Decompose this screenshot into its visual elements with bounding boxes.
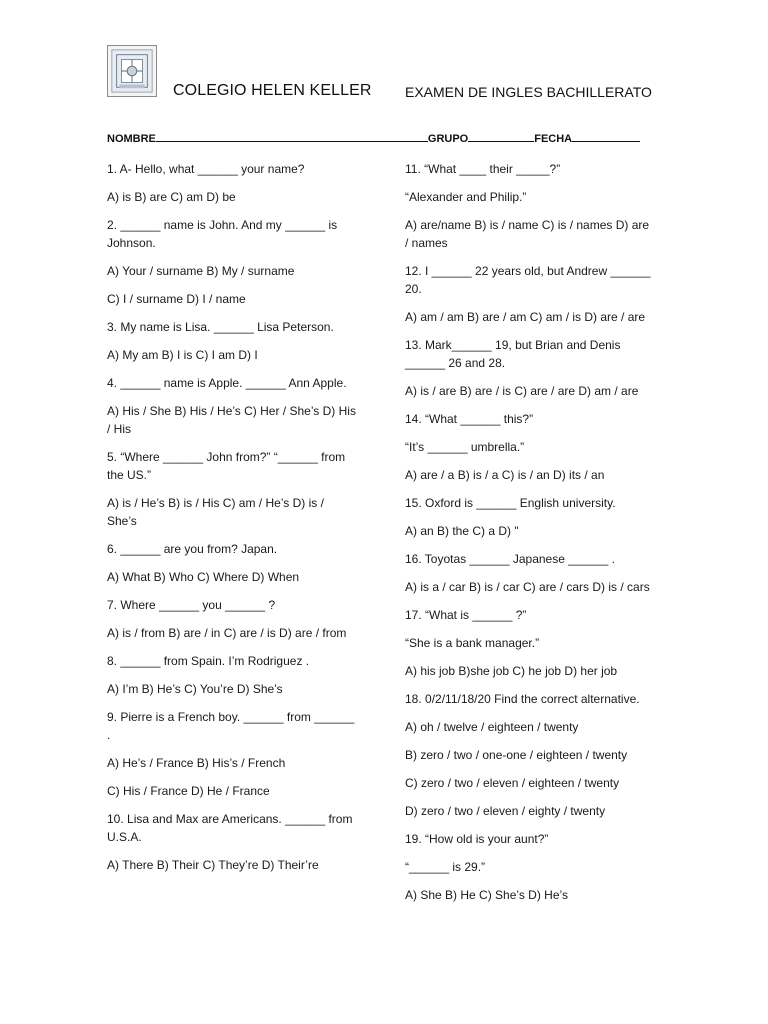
fecha-label: FECHA — [534, 133, 573, 145]
student-info-fields — [107, 131, 647, 145]
left-question-column — [107, 160, 357, 884]
question-7-options: A) is / from B) are / in C) are / is D) are / from — [107, 626, 347, 640]
question-14-options: A) are / a B) is / a C) is / an D) its / an — [405, 468, 605, 482]
question-7: 7. Where ______ you ______ ? — [107, 598, 276, 612]
right-question-column — [405, 160, 655, 914]
question-18-option-c: C) zero / two / eleven / eighteen / twenty — [405, 776, 620, 790]
question-4: 4. ______ name is Apple. ______ Ann Apple. — [107, 376, 347, 390]
question-8-options: A) I’m B) He’s C) You’re D) She’s — [107, 682, 283, 696]
question-14: 14. “What ______ this?” — [405, 412, 534, 426]
question-3: 3. My name is Lisa. ______ Lisa Peterson. — [107, 320, 334, 334]
question-5: 5. “Where ______ John from?” “______ from the US.” — [107, 450, 346, 482]
school-crest-icon — [107, 45, 157, 97]
question-2: 2. ______ name is John. And my ______ is Johnson. — [107, 218, 338, 250]
question-9-options-b: C) His / France D) He / France — [107, 784, 270, 798]
question-11-options: A) are/name B) is / name C) is / names D) are / names — [405, 218, 650, 250]
question-16-options: A) is a / car B) is / car C) are / cars D) is / cars — [405, 580, 650, 594]
question-6-options: A) What B) Who C) Where D) When — [107, 570, 300, 584]
question-17-answer: “She is a bank manager.” — [405, 636, 540, 650]
question-17-options: A) his job B)she job C) he job D) her job — [405, 664, 618, 678]
question-19-answer: “______ is 29.” — [405, 860, 486, 874]
question-5-options: A) is / He’s B) is / His C) am / He’s D) is / She’s — [107, 496, 324, 528]
question-18-option-a: A) oh / twelve / eighteen / twenty — [405, 720, 579, 734]
question-12: 12. I ______ 22 years old, but Andrew ______ 20. — [405, 264, 651, 296]
question-10-options: A) There B) Their C) They’re D) Their’re — [107, 858, 319, 872]
school-name: COLEGIO HELEN KELLER — [173, 82, 372, 99]
question-11: 11. “What ____ their _____?” — [405, 162, 561, 176]
grupo-field[interactable] — [468, 131, 534, 142]
question-1: 1. A- Hello, what ______ your name? — [107, 162, 305, 176]
question-10: 10. Lisa and Max are Americans. ______ from U.S.A. — [107, 812, 353, 844]
nombre-field[interactable] — [156, 131, 428, 142]
question-8: 8. ______ from Spain. I’m Rodriguez . — [107, 654, 310, 668]
question-13-options: A) is / are B) are / is C) are / are D) am / are — [405, 384, 639, 398]
question-6: 6. ______ are you from? Japan. — [107, 542, 278, 556]
question-19: 19. “How old is your aunt?” — [405, 832, 549, 846]
question-19-options: A) She B) He C) She’s D) He’s — [405, 888, 568, 902]
question-15: 15. Oxford is ______ English university. — [405, 496, 616, 510]
question-14-answer: “It’s ______ umbrella.” — [405, 440, 525, 454]
question-9-options-a: A) He’s / France B) His’s / French — [107, 756, 286, 770]
question-16: 16. Toyotas ______ Japanese ______ . — [405, 552, 615, 566]
nombre-label: NOMBRE — [107, 133, 156, 145]
question-3-options: A) My am B) I is C) I am D) I — [107, 348, 258, 362]
question-2-options-a: A) Your / surname B) My / surname — [107, 264, 295, 278]
question-17: 17. “What is ______ ?” — [405, 608, 527, 622]
question-15-options: A) an B) the C) a D) " — [405, 524, 519, 538]
question-11-answer: “Alexander and Philip.” — [405, 190, 527, 204]
question-18-option-d: D) zero / two / eleven / eighty / twenty — [405, 804, 606, 818]
question-18-option-b: B) zero / two / one-one / eighteen / twenty — [405, 748, 628, 762]
exam-title: EXAMEN DE INGLES BACHILLERATO — [405, 84, 652, 100]
question-12-options: A) am / am B) are / am C) am / is D) are / are — [405, 310, 646, 324]
question-2-options-b: C) I / surname D) I / name — [107, 292, 246, 306]
question-4-options: A) His / She B) His / He’s C) Her / She’s D) His / His — [107, 404, 356, 436]
question-9: 9. Pierre is a French boy. ______ from ______ . — [107, 710, 355, 742]
grupo-label: GRUPO — [427, 133, 469, 145]
question-13: 13. Mark______ 19, but Brian and Denis ______ 26 and 28. — [405, 338, 621, 370]
fecha-field[interactable] — [572, 131, 640, 142]
question-18: 18. 0/2/11/18/20 Find the correct alternative. — [405, 692, 640, 706]
question-1-options: A) is B) are C) am D) be — [107, 190, 236, 204]
